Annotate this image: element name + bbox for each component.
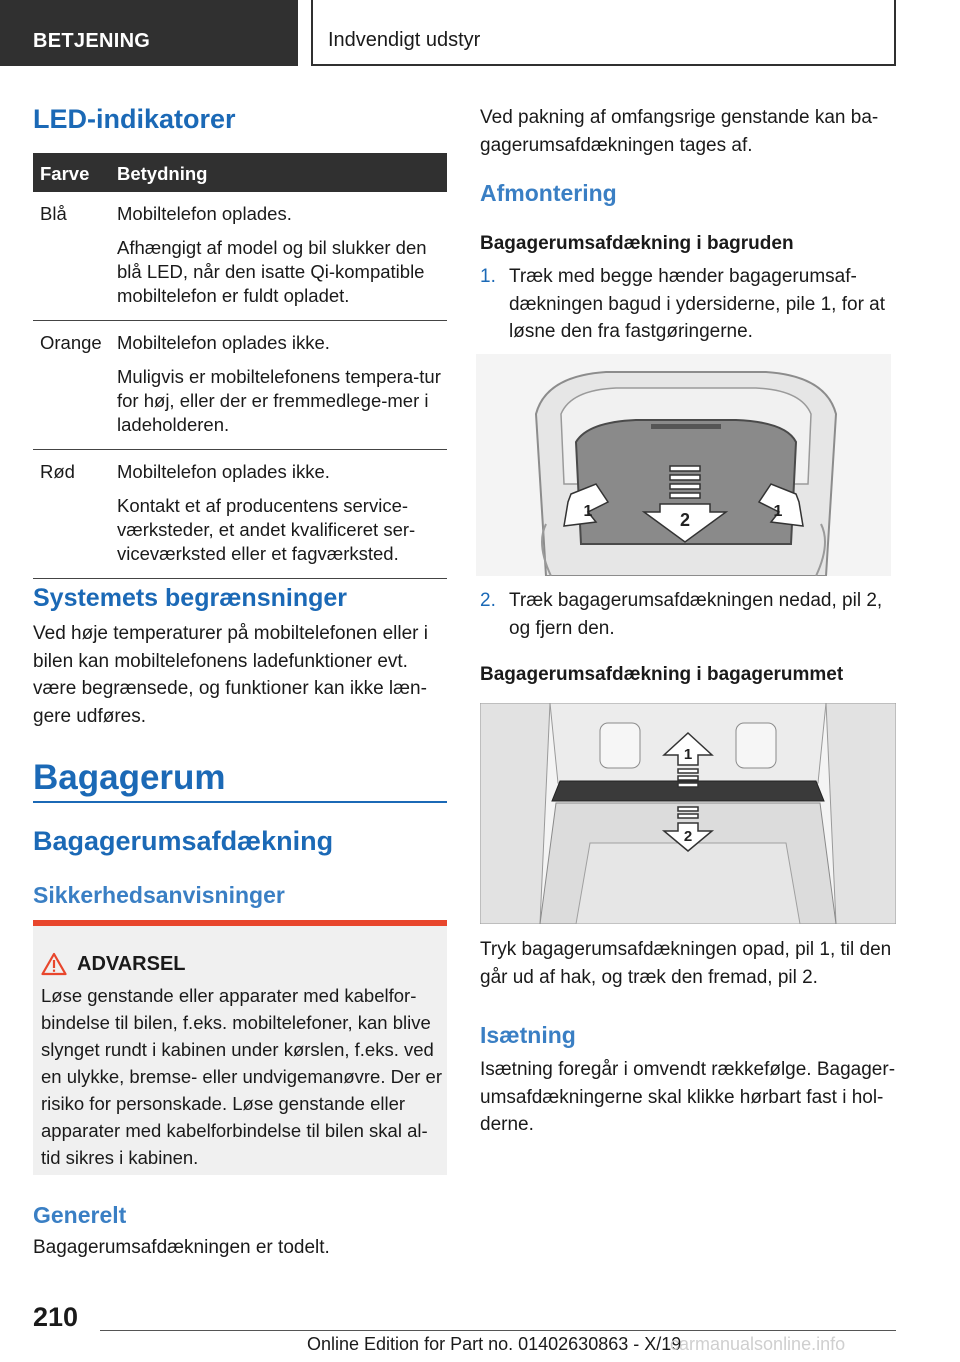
row-meaning-note: Afhængigt af model og bil slukker den blå LED, når den isatte Qi-kompatible mobiltelefon er fuldt opladet. xyxy=(117,237,427,306)
general-heading: Generelt xyxy=(33,1202,127,1228)
step-number: 2. xyxy=(480,590,496,611)
arrow-label-1-left: 1 xyxy=(583,503,593,520)
led-heading: LED-indikatorer xyxy=(33,104,236,134)
watermark: carmanualsonline.info xyxy=(670,1334,846,1354)
install-heading: Isætning xyxy=(480,1022,576,1048)
trunk-cover-heading: Bagagerumsafdækning i bagagerummet xyxy=(480,664,844,685)
arrow-label-2: 2 xyxy=(679,510,691,530)
page-footer xyxy=(0,1290,960,1362)
row-color: Rød xyxy=(40,461,75,482)
limits-heading: Systemets begrænsninger xyxy=(33,584,347,612)
row-color: Blå xyxy=(40,203,67,224)
page-number: 210 xyxy=(33,1302,79,1332)
trunk-cover-text: Tryk bagagerumsafdækningen opad, pil 1, til den går ud af hak, og træk den fremad, pil 2. xyxy=(480,939,892,988)
warning-box xyxy=(33,920,447,1175)
warning-title xyxy=(41,952,186,976)
page-header xyxy=(0,0,960,66)
row-meaning-note: Muligvis er mobiltelefonens tempera-tur for høj, eller der er fremmedlege-mer i ladeholderen. xyxy=(117,366,441,435)
row-meaning-note: Kontakt et af producentens service-værksteder, et andet kvalificeret ser-viceværksted eller et fagværksted. xyxy=(117,495,416,564)
table-header xyxy=(33,153,447,192)
row-meaning-main: Mobiltelefon oplades ikke. xyxy=(117,461,330,482)
heading-rule xyxy=(33,801,447,803)
arrow-label-2: 2 xyxy=(683,828,693,845)
led-table xyxy=(33,153,447,579)
intro-text: Ved pakning af omfangsrige genstande kan ba-gagerumsafdækningen tages af. xyxy=(480,107,879,156)
warning-title-text: ADVARSEL xyxy=(77,952,186,975)
warning-text: Løse genstande eller apparater med kabelfor-bindelse til bilen, f.eks. mobiltelefoner, kan blive slynget rundt i kabinen under kørslen, f.eks. ved en ulykke, bremse- eller undvigemanøvre. Der er risiko for personskade. Løse genstande eller apparater med kabelforbindelse til bilen skal al-tid sikres i kabinen. xyxy=(41,985,442,1168)
row-color: Orange xyxy=(40,332,102,353)
table-row xyxy=(33,450,447,579)
edition-text: Online Edition for Part no. 01402630863 - X/19 xyxy=(307,1334,682,1354)
trunk-cover-illustration xyxy=(480,703,896,924)
row-meaning xyxy=(117,450,447,578)
rear-window-cover-illustration xyxy=(476,354,891,576)
table-row xyxy=(33,321,447,450)
install-text: Isætning foregår i omvendt rækkefølge. Bagager-umsafdækningerne skal klikke hørbart fast i hol-derne. xyxy=(480,1059,896,1135)
arrow-label-1: 1 xyxy=(683,746,693,763)
step-item xyxy=(480,263,896,346)
chapter-tab: Indvendigt udstyr xyxy=(311,0,896,66)
section-tab: BETJENING xyxy=(0,0,298,66)
row-meaning xyxy=(117,192,447,320)
step-text: Træk med begge hænder bagagerumsaf-dækningen bagud i ydersiderne, pile 1, for at løsne den fra fastgøringerne. xyxy=(509,266,886,342)
rear-window-cover-heading: Bagagerumsafdækning i bagruden xyxy=(480,233,794,254)
step-number: 1. xyxy=(480,266,496,287)
step-text: Træk bagagerumsafdækningen nedad, pil 2, og fjern den. xyxy=(509,590,883,639)
removal-heading: Afmontering xyxy=(480,180,617,206)
table-header-meaning: Betydning xyxy=(117,163,208,184)
table-row xyxy=(33,192,447,321)
row-meaning xyxy=(117,321,447,449)
row-meaning-main: Mobiltelefon oplades. xyxy=(117,203,292,224)
row-meaning-main: Mobiltelefon oplades ikke. xyxy=(117,332,330,353)
general-text: Bagagerumsafdækningen er todelt. xyxy=(33,1237,330,1258)
safety-heading: Sikkerhedsanvisninger xyxy=(33,882,285,908)
cover-heading: Bagagerumsafdækning xyxy=(33,826,334,856)
table-header-color: Farve xyxy=(40,163,90,184)
step-item xyxy=(480,587,896,642)
footer-rule xyxy=(100,1330,896,1331)
warning-triangle-icon xyxy=(41,952,67,976)
arrow-label-1-right: 1 xyxy=(773,503,783,520)
bagagerum-heading: Bagagerum xyxy=(33,758,226,797)
limits-text: Ved høje temperaturer på mobiltelefonen eller i bilen kan mobiltelefonens ladefunktioner evt. være begrænsede, og funktioner kan ikke læn-gere udføres. xyxy=(33,623,429,727)
